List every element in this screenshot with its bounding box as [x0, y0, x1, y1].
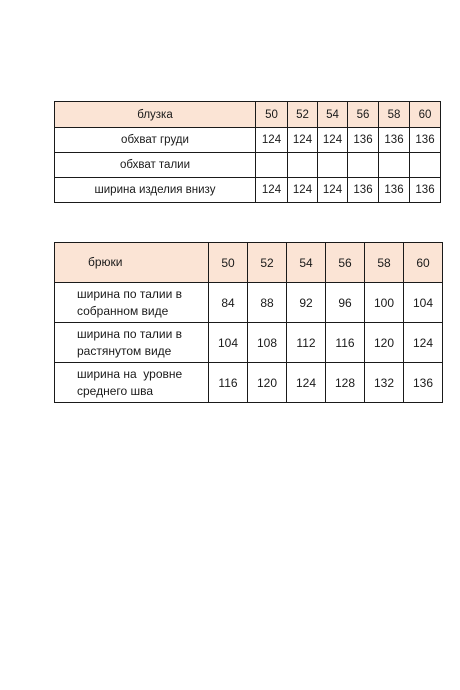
trousers-row-waist-gathered [55, 283, 443, 323]
trousers-size-table [54, 242, 443, 403]
blouse-row-waist [55, 153, 441, 178]
blouse-row-chest [55, 128, 441, 153]
row-label-line: растянутом виде [77, 343, 172, 358]
blouse-header-row [55, 102, 441, 128]
trousers-size-54: 54 [287, 243, 326, 283]
trousers-row-middle-seam [55, 363, 443, 403]
trousers-size-58: 58 [365, 243, 404, 283]
table-cell: 120 [365, 323, 404, 363]
table-cell: 124 [318, 178, 348, 203]
row-label-line: среднего шва [77, 383, 154, 398]
table-cell: 136 [410, 128, 441, 153]
table-cell: 136 [404, 363, 443, 403]
trousers-size-60: 60 [404, 243, 443, 283]
row-label: обхват талии [55, 153, 256, 178]
trousers-header-label: брюки [55, 243, 209, 283]
table-cell: 136 [379, 178, 410, 203]
row-label-line: собранном виде [77, 303, 169, 318]
row-label [55, 283, 209, 323]
row-label: обхват груди [55, 128, 256, 153]
table-cell: 124 [318, 128, 348, 153]
table-cell: 96 [326, 283, 365, 323]
table-cell: 124 [404, 323, 443, 363]
table-cell: 116 [209, 363, 248, 403]
table-cell: 92 [287, 283, 326, 323]
table-cell [379, 153, 410, 178]
table-cell: 124 [288, 128, 318, 153]
table-cell [288, 153, 318, 178]
table-cell: 136 [410, 178, 441, 203]
blouse-size-54: 54 [318, 102, 348, 128]
table-cell: 132 [365, 363, 404, 403]
blouse-row-hem-width [55, 178, 441, 203]
table-cell: 84 [209, 283, 248, 323]
table-cell: 136 [348, 178, 379, 203]
table-cell: 104 [404, 283, 443, 323]
trousers-size-52: 52 [248, 243, 287, 283]
trousers-size-50: 50 [209, 243, 248, 283]
table-cell: 112 [287, 323, 326, 363]
table-cell [256, 153, 288, 178]
table-cell: 136 [348, 128, 379, 153]
table-cell: 108 [248, 323, 287, 363]
table-cell: 116 [326, 323, 365, 363]
table-cell: 124 [288, 178, 318, 203]
table-cell: 120 [248, 363, 287, 403]
trousers-row-waist-stretched [55, 323, 443, 363]
table-cell: 128 [326, 363, 365, 403]
row-label-line: ширина по талии в [77, 326, 182, 341]
row-label-line: ширина на уровне [77, 366, 183, 381]
table-cell: 136 [379, 128, 410, 153]
blouse-size-table [54, 101, 441, 203]
row-label [55, 323, 209, 363]
blouse-size-58: 58 [379, 102, 410, 128]
table-cell: 100 [365, 283, 404, 323]
row-label [55, 363, 209, 403]
table-cell: 124 [256, 128, 288, 153]
table-cell: 124 [256, 178, 288, 203]
table-cell: 124 [287, 363, 326, 403]
row-label: ширина изделия внизу [55, 178, 256, 203]
blouse-header-label: блузка [55, 102, 256, 128]
blouse-size-52: 52 [288, 102, 318, 128]
table-cell: 104 [209, 323, 248, 363]
table-cell: 88 [248, 283, 287, 323]
trousers-header-row [55, 243, 443, 283]
table-cell [410, 153, 441, 178]
blouse-size-50: 50 [256, 102, 288, 128]
row-label-line: ширина по талии в [77, 286, 182, 301]
table-cell [318, 153, 348, 178]
table-cell [348, 153, 379, 178]
blouse-size-60: 60 [410, 102, 441, 128]
trousers-size-56: 56 [326, 243, 365, 283]
blouse-size-56: 56 [348, 102, 379, 128]
